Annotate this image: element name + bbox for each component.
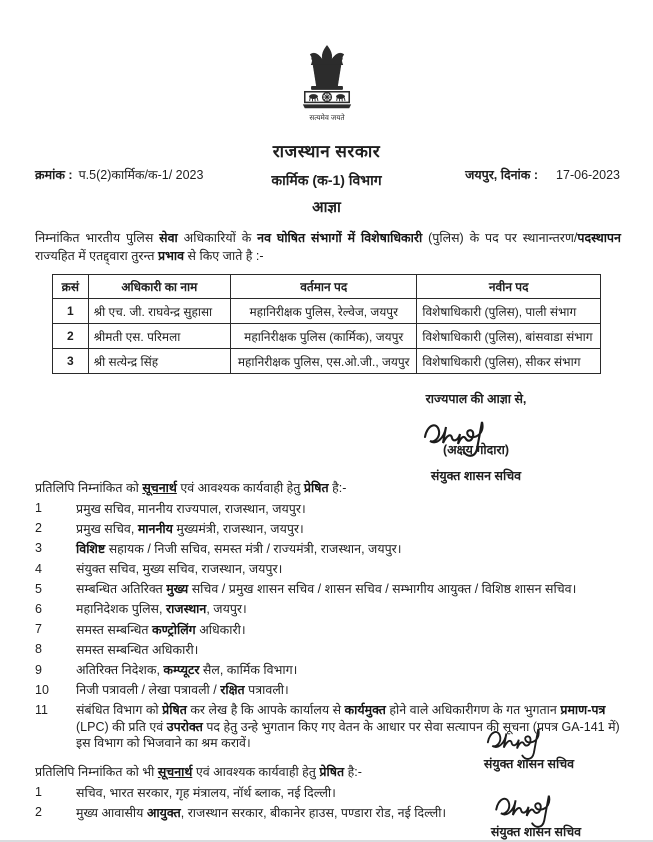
list-item: 10 निजी पत्रावली / लेखा पत्रावली / रक्षित पत्रावली। xyxy=(35,682,289,698)
cell-officer-name: श्रीमती एस. परिमला xyxy=(88,324,230,349)
header-officer-name: अधिकारी का नाम xyxy=(88,275,230,299)
date-value: 17-06-2023 xyxy=(556,168,620,182)
header-new-post: नवीन पद xyxy=(417,275,601,299)
cell-new-post: विशेषाधिकारी (पुलिस), सीकर संभाग xyxy=(417,349,601,374)
signature-block-bottom xyxy=(441,780,631,840)
list-item: 11 संबंधित विभाग को प्रेषित कर लेख है कि आपके कार्यालय से कार्यमुक्त होने वाले अधिकारीगण के गत भुगतान प्रमाण-पत्र (LPC) की प्रति एवं उपरोक्त पद हेतु उन्हे भुगतान किए गए वेतन के आधार पर सेवा सत्यापन की सूचना (प्रपत्र GA-141 में) इस विभाग को भिजवाने का श्रम करावें। xyxy=(35,702,620,751)
list-item: 1 प्रमुख सचिव, माननीय राज्यपाल, राजस्थान, जयपुर। xyxy=(35,501,306,516)
list-item: 7 समस्त सम्बन्धित कण्ट्रोलिंग अधिकारी। xyxy=(35,622,246,637)
list-item: 1 सचिव, भारत सरकार, गृह मंत्रालय, नॉर्थ ब्लाक, नई दिल्ली। xyxy=(35,785,336,800)
cell-current-post: महानिरीक्षक पुलिस, एस.ओ.जी., जयपुर xyxy=(231,349,417,374)
cell-serial-no: 3 xyxy=(53,349,89,374)
ashoka-emblem-icon xyxy=(298,42,356,133)
table-row xyxy=(53,299,601,324)
signature-block-primary xyxy=(361,390,591,484)
list-item: 2 प्रमुख सचिव, माननीय मुख्यमंत्री, राजस्थान, जयपुर। xyxy=(35,521,304,536)
distribution-heading: प्रतिलिपि निम्नांकित को सूचनार्थ एवं आवश्यक कार्यवाही हेतु प्रेषित है:- xyxy=(35,481,347,495)
government-name: राजस्थान सरकार xyxy=(272,142,381,161)
cell-officer-name: श्री सत्येन्द्र सिंह xyxy=(88,349,230,374)
table-row xyxy=(53,324,601,349)
reference-number-value: प.5(2)कार्मिक/क-1/ 2023 xyxy=(78,168,204,182)
header-current-post: वर्तमान पद xyxy=(231,275,417,299)
by-order-text: राज्यपाल की आज्ञा से, xyxy=(425,392,527,406)
header-serial-no: क्रसं xyxy=(53,275,89,299)
list-item: 2 मुख्य आवासीय आयुक्त, राजस्थान सरकार, बीकानेर हाउस, पण्डारा रोड, नई दिल्ली। xyxy=(35,805,447,820)
cell-current-post: महानिरीक्षक पुलिस (कार्मिक), जयपुर xyxy=(231,324,417,349)
signatory-name: (अक्षय गोदारा) xyxy=(442,443,510,457)
department-name: कार्मिक (क-1) विभाग xyxy=(271,172,382,188)
handwritten-signature-icon xyxy=(487,780,583,828)
signatory-designation: संयुक्त शासन सचिव xyxy=(490,825,582,839)
list-item: 5 सम्बन्धित अतिरिक्त मुख्य सचिव / प्रमुख शासन सचिव / शासन सचिव / सम्भागीय आयुक्त / विशिष्ठ शासन सचिव। xyxy=(35,581,577,597)
cell-serial-no: 2 xyxy=(53,324,89,349)
list-item: 4 संयुक्त सचिव, मुख्य सचिव, राजस्थान, जयपुर। xyxy=(35,561,283,577)
order-body-paragraph: निम्नांकित भारतीय पुलिस सेवा अधिकारियों के नव घोषित संभागों में विशेषाधिकारी (पुलिस) के पद पर स्थानान्तरण/पदस्थापन राज्यहित में एतद्द्वारा तुरन्त प्रभाव से किए जाते है :- xyxy=(35,231,621,263)
signatory-designation: संयुक्त शासन सचिव xyxy=(483,757,575,771)
table-row xyxy=(53,349,601,374)
reference-row xyxy=(35,166,620,183)
handwritten-signature-icon xyxy=(479,714,571,760)
list-item: 6 महानिदेशक पुलिस, राजस्थान, जयपुर। xyxy=(35,601,247,617)
place-and-date xyxy=(465,166,620,183)
emblem-motto: सत्यमेव जयते xyxy=(308,112,345,122)
list-item: 3 विशिष्ट सहायक / निजी सचिव, समस्त मंत्री / राज्यमंत्री, राजस्थान, जयपुर। xyxy=(35,541,402,556)
signatory-designation: संयुक्त शासन सचिव xyxy=(430,469,522,483)
cell-new-post: विशेषाधिकारी (पुलिस), बांसवाडा संभाग xyxy=(417,324,601,349)
order-title: आज्ञा xyxy=(312,199,341,216)
cell-serial-no: 1 xyxy=(53,299,89,324)
cell-current-post: महानिरीक्षक पुलिस, रेल्वेज, जयपुर xyxy=(231,299,417,324)
list-item: 9 अतिरिक्त निदेशक, कम्प्यूटर सैल, कार्मिक विभाग। xyxy=(35,662,298,677)
transfer-table xyxy=(52,274,601,374)
reference-number-label: क्रमांक : xyxy=(35,168,73,182)
reference-number xyxy=(35,166,203,183)
list-item: 8 समस्त सम्बन्धित अधिकारी। xyxy=(35,642,199,657)
table-header-row xyxy=(53,275,601,299)
distribution-heading: प्रतिलिपि निम्नांकित को भी सूचनार्थ एवं आवश्यक कार्यवाही हेतु प्रेषित है:- xyxy=(35,765,362,779)
cell-new-post: विशेषाधिकारी (पुलिस), पाली संभाग xyxy=(417,299,601,324)
cell-officer-name: श्री एच. जी. राघवेन्द्र सुहासा xyxy=(88,299,230,324)
place-date-label: जयपुर, दिनांक : xyxy=(465,168,539,182)
